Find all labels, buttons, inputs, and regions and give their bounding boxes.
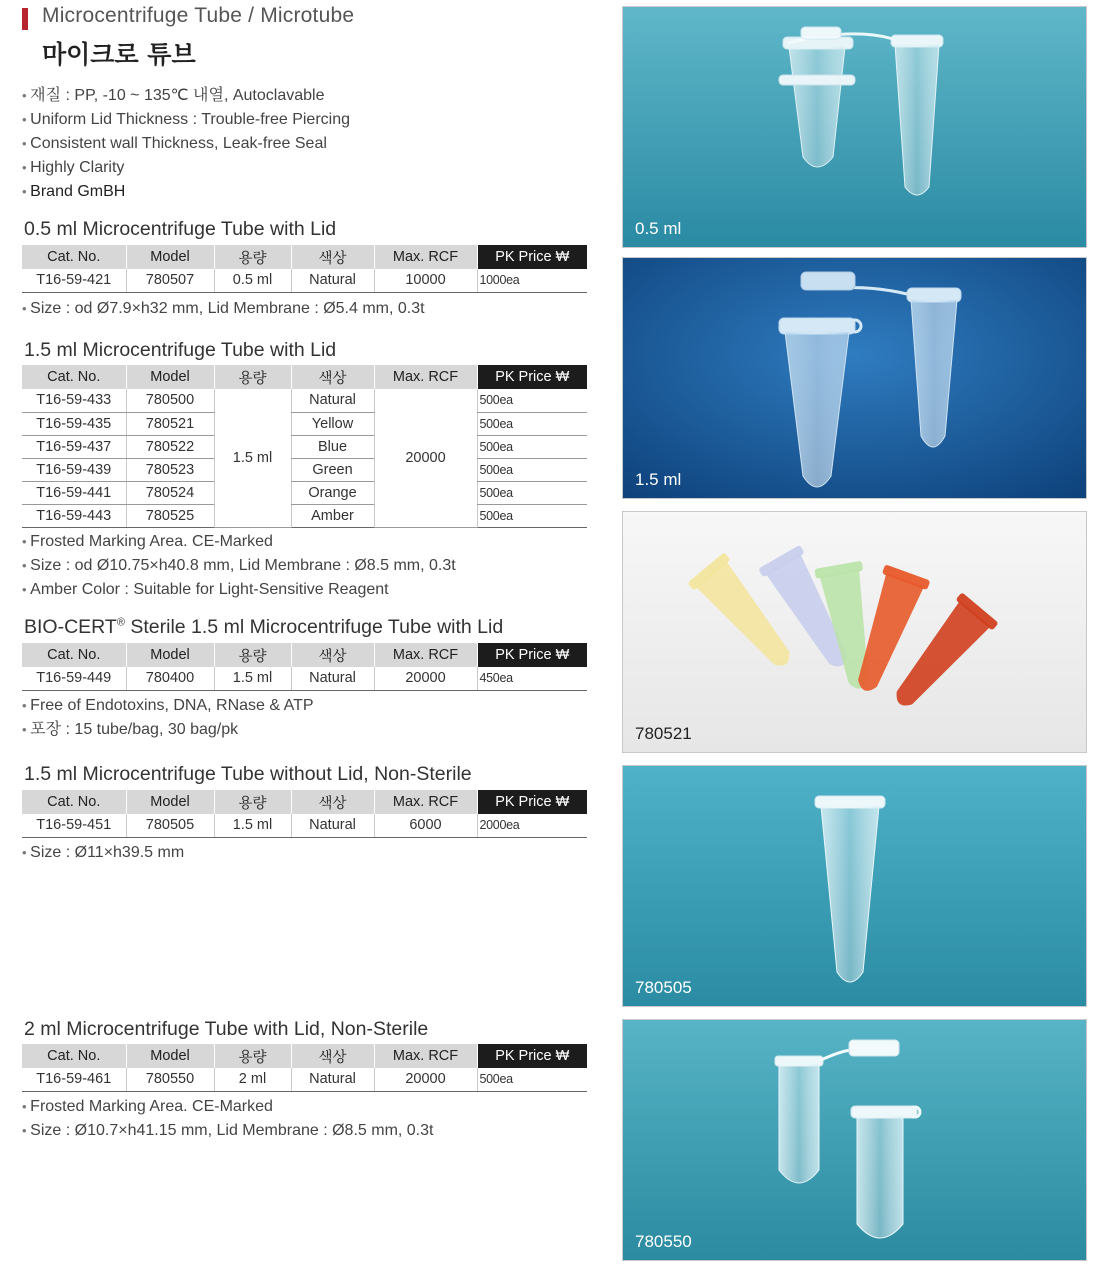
colored-tubes-illustration [623, 512, 1087, 753]
cell-color: Amber [291, 504, 374, 527]
cell-cat: T16-59-439 [22, 458, 126, 481]
spec-table-no-lid [22, 790, 587, 838]
col-header-volume: 용량 [214, 365, 291, 389]
cell-rcf-merged: 20000 [374, 389, 477, 527]
table-header-row [22, 790, 587, 814]
cell-model: 780505 [126, 814, 214, 837]
page-title-ko: 마이크로 튜브 [42, 40, 196, 69]
tube-illustration-2ml [623, 1020, 1087, 1261]
cell-color: Natural [291, 667, 374, 690]
cell-pk: 500ea [477, 435, 587, 458]
cell-cat: T16-59-435 [22, 412, 126, 435]
table-header-row [22, 245, 587, 269]
notes-biocert [22, 694, 314, 742]
col-header-price: PK Price ₩ [477, 790, 587, 814]
col-header-rcf: Max. RCF [374, 643, 477, 667]
page-title-en: Microcentrifuge Tube / Microtube [42, 4, 355, 27]
cell-model: 780525 [126, 504, 214, 527]
photo-caption: 780505 [635, 978, 692, 997]
cell-model: 780523 [126, 458, 214, 481]
col-header-volume: 용량 [214, 245, 291, 269]
note-item: • Size : od Ø10.75×h40.8 mm, Lid Membrane : Ø8.5 mm, 0.3t [22, 554, 456, 578]
col-header-cat: Cat. No. [22, 790, 126, 814]
cell-cat: T16-59-451 [22, 814, 126, 837]
cell-model: 780522 [126, 435, 214, 458]
registered-mark: ® [116, 616, 125, 629]
photo-1-5ml [622, 257, 1087, 499]
photo-0-5ml [622, 6, 1087, 248]
photo-caption: 780550 [635, 1232, 692, 1251]
cell-cat: T16-59-437 [22, 435, 126, 458]
cell-color: Natural [291, 1068, 374, 1091]
col-header-model: Model [126, 1044, 214, 1068]
feature-item: • 재질 : PP, -10 ~ 135℃ 내열, Autoclavable [22, 84, 350, 108]
notes-0-5ml [22, 297, 425, 321]
photo-caption: 780521 [635, 724, 692, 743]
cell-pk: 500ea [477, 389, 587, 412]
table-row [22, 389, 587, 412]
tube-illustration-no-lid [623, 766, 1087, 1007]
cell-color: Green [291, 458, 374, 481]
note-item: • Size : Ø11×h39.5 mm [22, 841, 184, 865]
col-header-cat: Cat. No. [22, 643, 126, 667]
cell-rcf: 10000 [374, 269, 477, 292]
col-header-cat: Cat. No. [22, 1044, 126, 1068]
photo-caption: 0.5 ml [635, 219, 682, 238]
cell-color: Natural [291, 814, 374, 837]
col-header-model: Model [126, 365, 214, 389]
cell-model: 780521 [126, 412, 214, 435]
spec-table-0-5ml [22, 245, 587, 293]
spec-table-biocert [22, 643, 587, 691]
col-header-cat: Cat. No. [22, 365, 126, 389]
note-item: • Frosted Marking Area. CE-Marked [22, 1095, 433, 1119]
cell-volume: 2 ml [214, 1068, 291, 1091]
cell-color: Natural [291, 269, 374, 292]
section-title-1-5ml: 1.5 ml Microcentrifuge Tube with Lid [24, 339, 337, 361]
note-item: • Free of Endotoxins, DNA, RNase & ATP [22, 694, 314, 718]
col-header-cat: Cat. No. [22, 245, 126, 269]
photo-caption: 1.5 ml [635, 470, 682, 489]
col-header-color: 색상 [291, 643, 374, 667]
col-header-volume: 용량 [214, 790, 291, 814]
cell-color: Orange [291, 481, 374, 504]
cell-color: Natural [291, 389, 374, 412]
table-row [22, 814, 587, 837]
photo-780505 [622, 765, 1087, 1007]
cell-model: 780507 [126, 269, 214, 292]
cell-volume: 1.5 ml [214, 814, 291, 837]
col-header-color: 색상 [291, 790, 374, 814]
cell-rcf: 6000 [374, 814, 477, 837]
cell-pk: 500ea [477, 481, 587, 504]
col-header-volume: 용량 [214, 1044, 291, 1068]
feature-item: • Consistent wall Thickness, Leak-free Seal [22, 132, 350, 156]
cell-color: Blue [291, 435, 374, 458]
col-header-price: PK Price ₩ [477, 643, 587, 667]
notes-1-5ml [22, 530, 456, 602]
col-header-rcf: Max. RCF [374, 245, 477, 269]
note-item: • Amber Color : Suitable for Light-Sensitive Reagent [22, 578, 456, 602]
photo-780521 [622, 511, 1087, 753]
col-header-rcf: Max. RCF [374, 1044, 477, 1068]
table-row [22, 504, 587, 527]
table-header-row [22, 365, 587, 389]
table-row [22, 481, 587, 504]
col-header-color: 색상 [291, 245, 374, 269]
col-header-model: Model [126, 790, 214, 814]
table-row [22, 269, 587, 292]
cell-rcf: 20000 [374, 667, 477, 690]
section-title-0-5ml: 0.5 ml Microcentrifuge Tube with Lid [24, 218, 337, 240]
table-row [22, 667, 587, 690]
section-title-no-lid: 1.5 ml Microcentrifuge Tube without Lid, Non-Sterile [24, 763, 472, 785]
cell-pk: 500ea [477, 458, 587, 481]
tube-illustration-0-5ml [623, 7, 1087, 248]
cell-pk: 500ea [477, 504, 587, 527]
cell-model: 780550 [126, 1068, 214, 1091]
notes-no-lid [22, 841, 184, 865]
col-header-price: PK Price ₩ [477, 1044, 587, 1068]
cell-cat: T16-59-421 [22, 269, 126, 292]
spec-table-1-5ml [22, 365, 587, 528]
cell-pk: 500ea [477, 1068, 587, 1091]
cell-rcf: 20000 [374, 1068, 477, 1091]
table-row [22, 458, 587, 481]
col-header-rcf: Max. RCF [374, 790, 477, 814]
cell-cat: T16-59-441 [22, 481, 126, 504]
spec-table-2ml [22, 1044, 587, 1092]
cell-cat: T16-59-443 [22, 504, 126, 527]
note-item: • Size : Ø10.7×h41.15 mm, Lid Membrane : Ø8.5 mm, 0.3t [22, 1119, 433, 1143]
section-title-biocert-brand: BIO-CERT [24, 616, 117, 638]
cell-cat: T16-59-433 [22, 389, 126, 412]
photo-780550 [622, 1019, 1087, 1261]
cell-pk: 2000ea [477, 814, 587, 837]
col-header-price: PK Price ₩ [477, 365, 587, 389]
notes-2ml [22, 1095, 433, 1143]
cell-model: 780500 [126, 389, 214, 412]
cell-pk: 1000ea [477, 269, 587, 292]
cell-model: 780524 [126, 481, 214, 504]
col-header-model: Model [126, 643, 214, 667]
cell-color: Yellow [291, 412, 374, 435]
cell-volume: 0.5 ml [214, 269, 291, 292]
section-title-2ml: 2 ml Microcentrifuge Tube with Lid, Non-Sterile [24, 1018, 429, 1040]
table-header-row [22, 1044, 587, 1068]
cell-cat: T16-59-449 [22, 667, 126, 690]
feature-list [22, 84, 350, 204]
cell-pk: 450ea [477, 667, 587, 690]
col-header-price: PK Price ₩ [477, 245, 587, 269]
feature-item: • Highly Clarity [22, 156, 350, 180]
feature-item-brand: • Brand GmBH [22, 180, 350, 204]
cell-volume-merged: 1.5 ml [214, 389, 291, 527]
title-accent-bar [22, 8, 28, 30]
table-row [22, 435, 587, 458]
col-header-model: Model [126, 245, 214, 269]
section-title-biocert [24, 616, 503, 639]
col-header-color: 색상 [291, 1044, 374, 1068]
col-header-color: 색상 [291, 365, 374, 389]
table-row [22, 412, 587, 435]
cell-pk: 500ea [477, 412, 587, 435]
tube-illustration-1-5ml [623, 258, 1087, 499]
feature-item: • Uniform Lid Thickness : Trouble-free Piercing [22, 108, 350, 132]
section-title-biocert-text: Sterile 1.5 ml Microcentrifuge Tube with Lid [124, 616, 504, 638]
col-header-rcf: Max. RCF [374, 365, 477, 389]
table-header-row [22, 643, 587, 667]
note-item: • 포장 : 15 tube/bag, 30 bag/pk [22, 718, 314, 742]
note-item: • Frosted Marking Area. CE-Marked [22, 530, 456, 554]
table-row [22, 1068, 587, 1091]
cell-model: 780400 [126, 667, 214, 690]
col-header-volume: 용량 [214, 643, 291, 667]
cell-cat: T16-59-461 [22, 1068, 126, 1091]
cell-volume: 1.5 ml [214, 667, 291, 690]
note-item: • Size : od Ø7.9×h32 mm, Lid Membrane : Ø5.4 mm, 0.3t [22, 297, 425, 321]
